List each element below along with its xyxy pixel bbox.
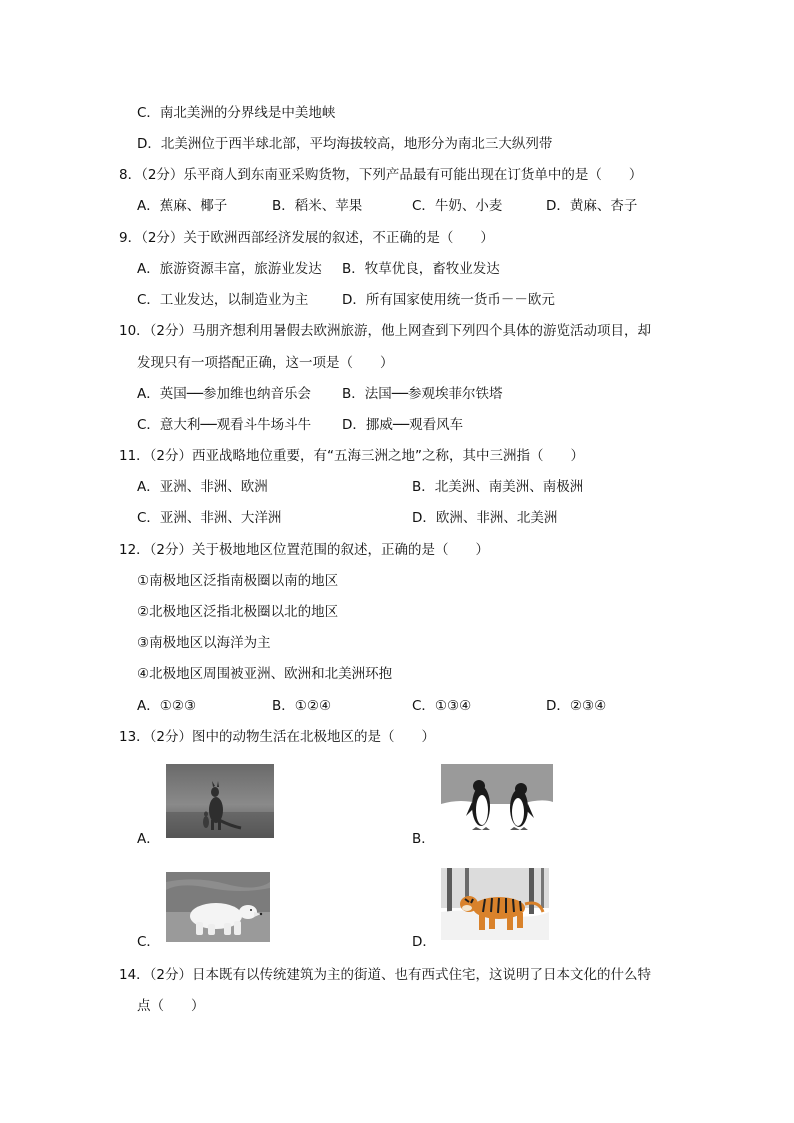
q11-option-d: D．欧洲、非洲、北美洲 <box>412 510 558 526</box>
q9-option-d: D．所有国家使用统一货币－－欧元 <box>342 292 555 308</box>
q13-option-d-label: D． <box>412 934 436 950</box>
q8-option-a: A．蕉麻、椰子 <box>137 198 228 214</box>
q12-statement-1: ①南极地区泛指南极圈以南的地区 <box>137 573 339 589</box>
q12-stem: 12．（2分）关于极地地区位置范围的叙述，正确的是（ ） <box>119 542 490 558</box>
q12-option-b: B．①②④ <box>272 698 332 714</box>
q7-option-d: D．北美洲位于西半球北部，平均海拔较高，地形分为南北三大纵列带 <box>137 136 553 152</box>
q13-option-a-label: A． <box>137 831 160 847</box>
q11-stem: 11．（2分）西亚战略地位重要，有“五海三洲之地”之称，其中三洲指（ ） <box>119 448 585 464</box>
q8-option-b: B．稻米、苹果 <box>272 198 363 214</box>
q8-option-d: D．黄麻、杏子 <box>546 198 638 214</box>
q10-option-b: B．法国──参观埃菲尔铁塔 <box>342 386 503 402</box>
q8-stem: 8．（2分）乐平商人到东南亚采购货物，下列产品最有可能出现在订货单中的是（ ） <box>119 167 643 183</box>
q10-stem-line2: 发现只有一项搭配正确，这一项是（ ） <box>137 355 394 371</box>
q7-option-c: C．南北美洲的分界线是中美地峡 <box>137 105 336 121</box>
q9-stem: 9．（2分）关于欧洲西部经济发展的叙述，不正确的是（ ） <box>119 230 494 246</box>
q12-option-c: C．①③④ <box>412 698 472 714</box>
q11-option-b: B．北美洲、南美洲、南极洲 <box>412 479 584 495</box>
q14-stem-line1: 14．（2分）日本既有以传统建筑为主的街道、也有西式住宅，这说明了日本文化的什么特 <box>119 967 652 983</box>
q11-option-c: C．亚洲、非洲、大洋洲 <box>137 510 282 526</box>
q9-option-a: A．旅游资源丰富，旅游业发达 <box>137 261 322 277</box>
q10-option-c: C．意大利──观看斗牛场斗牛 <box>137 417 312 433</box>
q12-statement-3: ③南极地区以海洋为主 <box>137 635 271 651</box>
q9-option-c: C．工业发达，以制造业为主 <box>137 292 309 308</box>
q12-option-a: A．①②③ <box>137 698 197 714</box>
q8-option-c: C．牛奶、小麦 <box>412 198 503 214</box>
q10-option-a: A．英国──参加维也纳音乐会 <box>137 386 311 402</box>
q12-option-d: D．②③④ <box>546 698 607 714</box>
q10-option-d: D．挪威──观看风车 <box>342 417 464 433</box>
q13-option-c-label: C． <box>137 934 160 950</box>
q12-statement-4: ④北极地区周围被亚洲、欧洲和北美洲环抱 <box>137 666 393 682</box>
q12-statement-2: ②北极地区泛指北极圈以北的地区 <box>137 604 339 620</box>
tiger-image <box>441 868 549 940</box>
q9-option-b: B．牧草优良，畜牧业发达 <box>342 261 500 277</box>
q13-stem: 13．（2分）图中的动物生活在北极地区的是（ ） <box>119 729 436 745</box>
kangaroo-image <box>166 764 274 838</box>
penguins-image <box>441 764 553 836</box>
polar-bear-image <box>166 872 270 942</box>
q13-option-b-label: B． <box>412 831 435 847</box>
q14-stem-line2: 点（ ） <box>137 998 205 1014</box>
q11-option-a: A．亚洲、非洲、欧洲 <box>137 479 268 495</box>
q10-stem-line1: 10．（2分）马朋齐想利用暑假去欧洲旅游，他上网查到下列四个具体的游览活动项目，却 <box>119 323 652 339</box>
